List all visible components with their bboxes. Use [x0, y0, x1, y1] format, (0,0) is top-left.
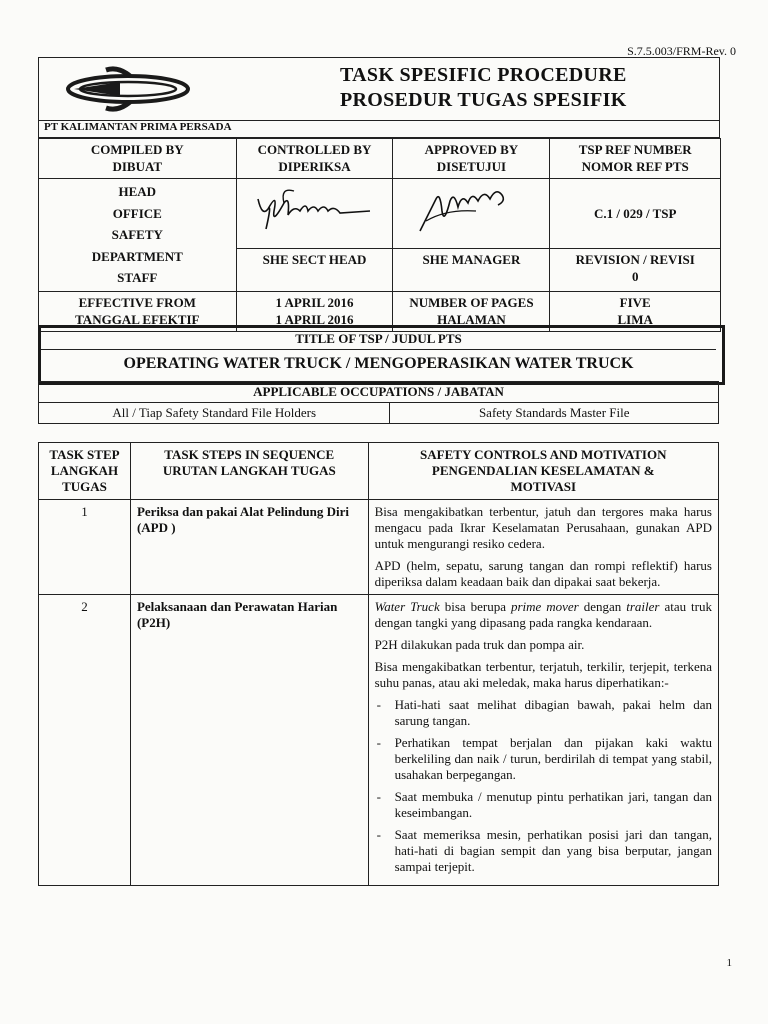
- page-number: 1: [726, 957, 732, 969]
- approved-by-header: APPROVED BY DISETUJUI: [393, 139, 550, 179]
- compiler-cell: HEAD OFFICE SAFETY DEPARTMENT STAFF: [39, 179, 237, 292]
- document-code: S.7.5.003/FRM-Rev. 0: [627, 44, 736, 58]
- approver-role-cell: SHE MANAGER: [393, 249, 550, 291]
- step-safety-controls: [368, 500, 718, 595]
- safety-paragraph: Bisa mengakibatkan terbentur, terjatuh, terkilir, terjepit, terkena suhu panas, atau aki meledak, maka harus diperhatikan:-: [374, 659, 712, 690]
- title-english: TASK SPESIFIC PROCEDURE: [340, 64, 627, 86]
- pages-value-cell: FIVE LIMA: [550, 291, 721, 331]
- tsp-label: TITLE OF TSP / JUDUL PTS: [295, 331, 462, 346]
- step-description: Pelaksanaan dan Perawatan Harian (P2H): [130, 595, 368, 886]
- controller-role-cell: SHE SECT HEAD: [236, 249, 393, 291]
- safety-paragraph: APD (helm, sepatu, sarung tangan dan rompi reflektif) harus diperiksa dalam keadaan baik dan dipakai saat bekerja.: [374, 558, 712, 589]
- info-table: [38, 138, 721, 332]
- controller-signature-cell: [236, 179, 393, 249]
- approver-signature-cell: [393, 179, 550, 249]
- step-safety-controls: [368, 595, 718, 886]
- col-steps-sequence-header: TASK STEPS IN SEQUENCE URUTAN LANGKAH TUGAS: [130, 443, 368, 500]
- safety-paragraph: Water Truck bisa berupa prime mover dengan trailer atau truk dengan tangki yang dipasang pada rangka kendaraan.: [374, 599, 712, 630]
- occupations-left: All / Tiap Safety Standard File Holders: [39, 403, 390, 424]
- list-item: - Saat membuka / menutup pintu perhatikan jari, tangan dan keseimbangan.: [375, 789, 712, 821]
- step-number: 2: [39, 595, 131, 886]
- company-name: PT KALIMANTAN PRIMA PERSADA: [44, 121, 232, 133]
- safety-paragraph: Bisa mengakibatkan terbentur, jatuh dan tergores maka harus mengacu pada Ikrar Keselamatan Perusahaan, gunakan APD untuk mengurangi resiko cedera.: [374, 504, 712, 551]
- approver-signature-icon: [406, 181, 536, 237]
- tsp-title: OPERATING WATER TRUCK / MENGOPERASIKAN WATER TRUCK: [123, 355, 634, 372]
- safety-bullets: [375, 697, 712, 875]
- list-item: - Saat memeriksa mesin, perhatikan posisi jari dan tangan, hati-hati di bagian sempit dan yang bisa berputar, jangan sampai terjepit.: [375, 827, 712, 875]
- occupations-right: Safety Standards Master File: [390, 403, 719, 424]
- step-number: 1: [39, 500, 131, 595]
- step-description: Periksa dan pakai Alat Pelindung Diri (APD ): [130, 500, 368, 595]
- tsp-ref-header: TSP REF NUMBER NOMOR REF PTS: [550, 139, 721, 179]
- col-task-step-header: TASK STEP LANGKAH TUGAS: [39, 443, 131, 500]
- occupations-table: [38, 381, 719, 424]
- effective-date-cell: 1 APRIL 2016 1 APRIL 2016: [236, 291, 393, 331]
- table-row: [39, 500, 719, 595]
- safety-paragraph: P2H dilakukan pada truk dan pompa air.: [374, 637, 585, 652]
- compiled-by-header: COMPILED BY DIBUAT: [39, 139, 237, 179]
- controlled-by-header: CONTROLLED BY DIPERIKSA: [236, 139, 393, 179]
- list-item: - Perhatikan tempat berjalan dan pijakan kaki waktu berkeliling dan naik / turun, berdirilah di tempat yang stabil, usahakan berpegangan.: [375, 735, 712, 783]
- ref-number-cell: C.1 / 029 / TSP: [550, 179, 721, 249]
- list-item: - Hati-hati saat melihat dibagian bawah, pakai helm dan sarung tangan.: [375, 697, 712, 729]
- col-safety-controls-header: SAFETY CONTROLS AND MOTIVATION PENGENDALIAN KESELAMATAN & MOTIVASI: [368, 443, 718, 500]
- company-logo-icon: [60, 62, 190, 114]
- table-row: [39, 595, 719, 886]
- pages-label-cell: NUMBER OF PAGES HALAMAN: [393, 291, 550, 331]
- title-indonesian: PROSEDUR TUGAS SPESIFIK: [340, 89, 627, 111]
- steps-table: [38, 442, 719, 886]
- occupations-label: APPLICABLE OCCUPATIONS / JABATAN: [39, 382, 719, 403]
- effective-label-cell: EFFECTIVE FROM TANGGAL EFEKTIF: [39, 291, 237, 331]
- controller-signature-icon: [250, 181, 380, 237]
- tsp-label-row: [41, 329, 716, 350]
- revision-cell: REVISION / REVISI 0: [550, 249, 721, 291]
